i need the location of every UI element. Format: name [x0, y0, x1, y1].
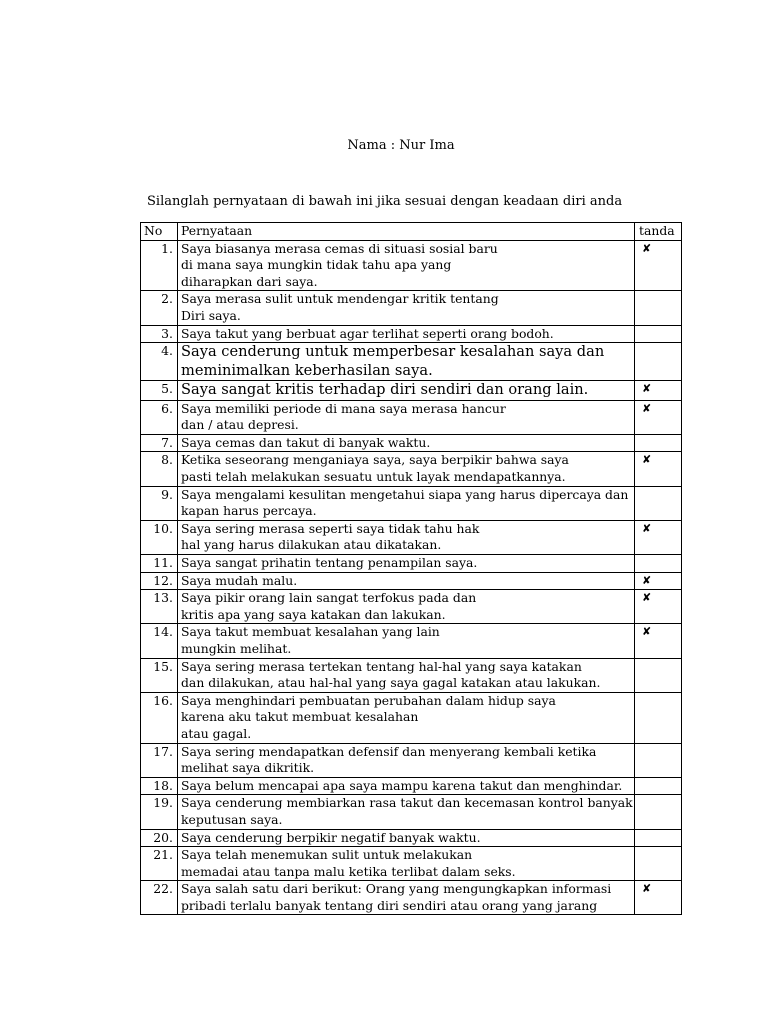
- table-row: [141, 434, 682, 452]
- statement-text: Saya cenderung berpikir negatif banyak waktu.: [178, 829, 635, 847]
- statement-text: Saya salah satu dari berikut: Orang yang mengungkapkan informasi pribadi terlalu banyak tentang diri sendiri atau orang yang jarang: [178, 881, 635, 915]
- statement-text: Saya cenderung membiarkan rasa takut dan kecemasan kontrol banyak keputusan saya.: [178, 795, 635, 829]
- header-statement: Pernyataan: [178, 223, 635, 241]
- mark-cell[interactable]: [635, 829, 682, 847]
- mark-cell[interactable]: [635, 486, 682, 520]
- table-row: [141, 692, 682, 743]
- row-number: 6.: [141, 400, 178, 434]
- statement-text: Saya mengalami kesulitan mengetahui siapa yang harus dipercaya dan kapan harus percaya.: [178, 486, 635, 520]
- statement-text: Saya mudah malu.: [178, 572, 635, 590]
- row-number: 1.: [141, 240, 178, 291]
- mark-cell[interactable]: [635, 572, 682, 590]
- row-number: 20.: [141, 829, 178, 847]
- table-row: [141, 658, 682, 692]
- row-number: 19.: [141, 795, 178, 829]
- table-row: [141, 624, 682, 658]
- table-row: [141, 486, 682, 520]
- row-number: 13.: [141, 590, 178, 624]
- table-row: [141, 881, 682, 915]
- table-row: [141, 325, 682, 343]
- cross-mark-icon: ✘: [642, 241, 652, 255]
- row-number: 18.: [141, 777, 178, 795]
- mark-cell[interactable]: [635, 777, 682, 795]
- mark-cell[interactable]: [635, 434, 682, 452]
- mark-cell[interactable]: [635, 400, 682, 434]
- cross-mark-icon: ✘: [642, 591, 652, 605]
- statement-text: Saya sering merasa seperti saya tidak tahu hak hal yang harus dilakukan atau dikatakan.: [178, 520, 635, 554]
- mark-cell[interactable]: [635, 624, 682, 658]
- table-row: [141, 795, 682, 829]
- statement-text: Saya sering merasa tertekan tentang hal-hal yang saya katakan dan dilakukan, atau hal-hal yang saya gagal katakan atau lakukan.: [178, 658, 635, 692]
- statement-text: Saya telah menemukan sulit untuk melakukan memadai atau tanpa malu ketika terlibat dalam seks.: [178, 847, 635, 881]
- mark-cell[interactable]: [635, 692, 682, 743]
- row-number: 5.: [141, 381, 178, 401]
- cross-mark-icon: ✘: [642, 625, 652, 639]
- table-row: [141, 452, 682, 486]
- row-number: 7.: [141, 434, 178, 452]
- row-number: 11.: [141, 555, 178, 573]
- mark-cell[interactable]: [635, 381, 682, 401]
- cross-mark-icon: ✘: [642, 453, 652, 467]
- respondent-name: Nama : Nur Ima: [347, 138, 455, 153]
- statement-text: Ketika seseorang menganiaya saya, saya berpikir bahwa saya pasti telah melakukan sesuatu untuk layak mendapatkannya.: [178, 452, 635, 486]
- mark-cell[interactable]: [635, 291, 682, 325]
- table-row: [141, 291, 682, 325]
- statement-text: Saya belum mencapai apa saya mampu karena takut dan menghindar.: [178, 777, 635, 795]
- row-number: 12.: [141, 572, 178, 590]
- table-row: [141, 743, 682, 777]
- row-number: 16.: [141, 692, 178, 743]
- mark-cell[interactable]: [635, 590, 682, 624]
- row-number: 10.: [141, 520, 178, 554]
- table-body: [141, 240, 682, 915]
- table-row: [141, 240, 682, 291]
- statement-text: Saya sering mendapatkan defensif dan menyerang kembali ketika melihat saya dikritik.: [178, 743, 635, 777]
- mark-cell[interactable]: [635, 240, 682, 291]
- statement-text: Saya cemas dan takut di banyak waktu.: [178, 434, 635, 452]
- mark-cell[interactable]: [635, 658, 682, 692]
- statement-text: Saya takut membuat kesalahan yang lain mungkin melihat.: [178, 624, 635, 658]
- statement-table: [140, 222, 682, 915]
- row-number: 2.: [141, 291, 178, 325]
- mark-cell[interactable]: [635, 452, 682, 486]
- row-number: 17.: [141, 743, 178, 777]
- instruction-text: Silanglah pernyataan di bawah ini jika sesuai dengan keadaan diri anda: [147, 194, 623, 209]
- row-number: 21.: [141, 847, 178, 881]
- statement-text: Saya merasa sulit untuk mendengar kritik tentang Diri saya.: [178, 291, 635, 325]
- statement-text: Saya sangat prihatin tentang penampilan saya.: [178, 555, 635, 573]
- row-number: 3.: [141, 325, 178, 343]
- cross-mark-icon: ✘: [642, 401, 652, 415]
- row-number: 8.: [141, 452, 178, 486]
- mark-cell[interactable]: [635, 847, 682, 881]
- table-row: [141, 829, 682, 847]
- statement-text: Saya biasanya merasa cemas di situasi sosial baru di mana saya mungkin tidak tahu apa yang diharapkan dari saya.: [178, 240, 635, 291]
- table-row: [141, 343, 682, 381]
- statement-text: Saya sangat kritis terhadap diri sendiri dan orang lain.: [178, 381, 635, 401]
- table-row: [141, 847, 682, 881]
- table-header-row: [141, 223, 682, 241]
- cross-mark-icon: ✘: [642, 882, 652, 896]
- statement-text: Saya cenderung untuk memperbesar kesalahan saya dan meminimalkan keberhasilan saya.: [178, 343, 635, 381]
- mark-cell[interactable]: [635, 555, 682, 573]
- row-number: 15.: [141, 658, 178, 692]
- statement-text: Saya pikir orang lain sangat terfokus pada dan kritis apa yang saya katakan dan lakukan.: [178, 590, 635, 624]
- mark-cell[interactable]: [635, 343, 682, 381]
- statement-text: Saya memiliki periode di mana saya merasa hancur dan / atau depresi.: [178, 400, 635, 434]
- table-row: [141, 400, 682, 434]
- cross-mark-icon: ✘: [642, 573, 652, 587]
- row-number: 22.: [141, 881, 178, 915]
- cross-mark-icon: ✘: [642, 521, 652, 535]
- header-no: No: [141, 223, 178, 241]
- row-number: 9.: [141, 486, 178, 520]
- table-row: [141, 572, 682, 590]
- table-row: [141, 381, 682, 401]
- statement-text: Saya takut yang berbuat agar terlihat seperti orang bodoh.: [178, 325, 635, 343]
- mark-cell[interactable]: [635, 520, 682, 554]
- table-row: [141, 590, 682, 624]
- row-number: 4.: [141, 343, 178, 381]
- statement-text: Saya menghindari pembuatan perubahan dalam hidup saya karena aku takut membuat kesalahan atau gagal.: [178, 692, 635, 743]
- mark-cell[interactable]: [635, 881, 682, 915]
- table-row: [141, 777, 682, 795]
- table-row: [141, 520, 682, 554]
- table-row: [141, 555, 682, 573]
- mark-cell[interactable]: [635, 325, 682, 343]
- row-number: 14.: [141, 624, 178, 658]
- mark-cell[interactable]: [635, 795, 682, 829]
- mark-cell[interactable]: [635, 743, 682, 777]
- header-mark: tanda: [635, 223, 682, 241]
- cross-mark-icon: ✘: [642, 382, 652, 396]
